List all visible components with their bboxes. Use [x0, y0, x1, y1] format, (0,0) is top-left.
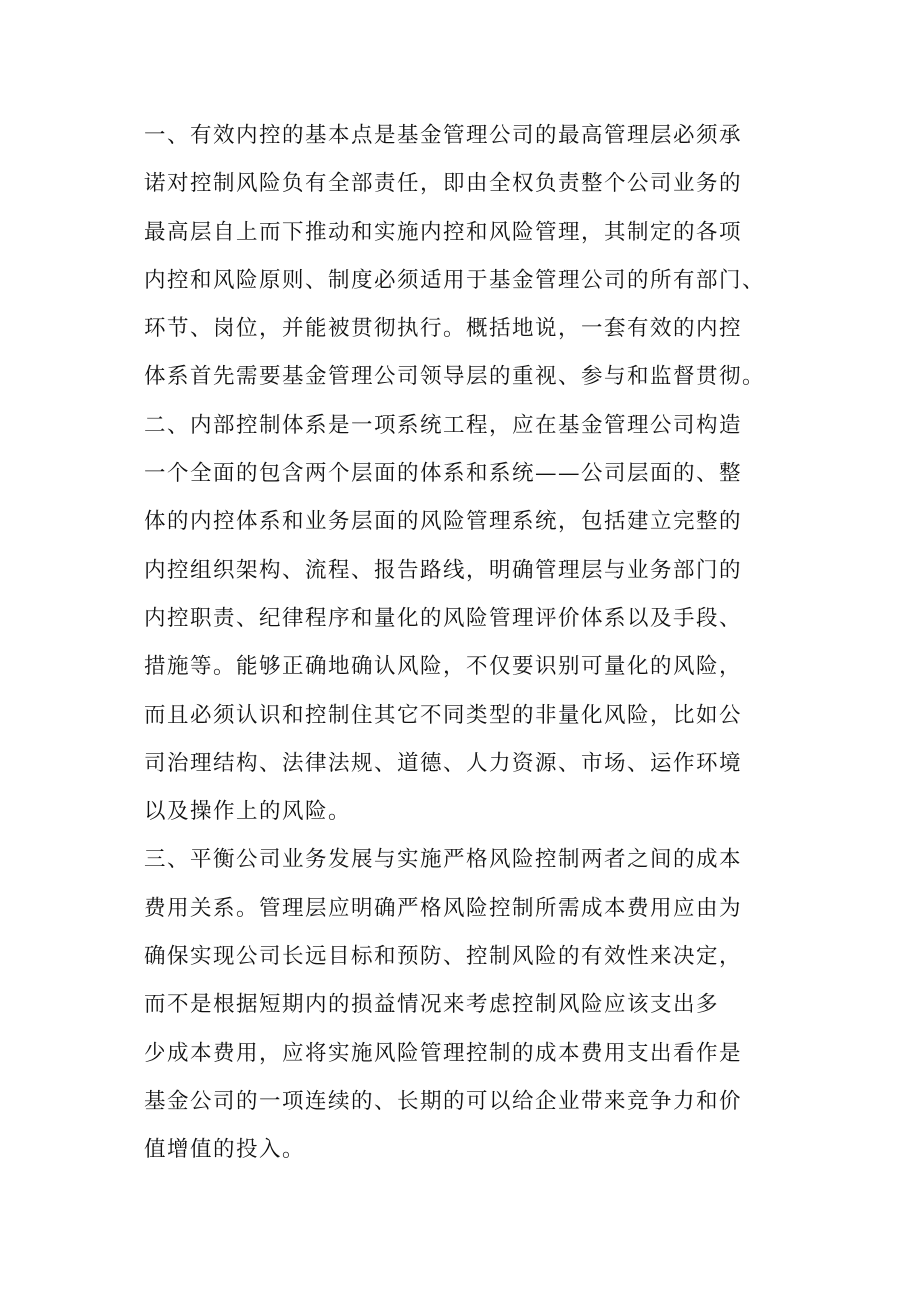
text-line-3: 最高层自上而下推动和实施内控和风险管理，其制定的各项 [144, 219, 743, 245]
text-line-9: 体的内控体系和业务层面的风险管理系统，包括建立完整的 [144, 509, 743, 535]
text-line-13: 而且必须认识和控制住其它不同类型的非量化风险，比如公 [144, 702, 743, 728]
text-line-11: 内控职责、纪律程序和量化的风险管理评价体系以及手段、 [144, 605, 743, 631]
text-line-17: 费用关系。管理层应明确严格风险控制所需成本费用应由为 [144, 895, 743, 921]
text-line-18: 确保实现公司长远目标和预防、控制风险的有效性来决定， [144, 944, 743, 970]
text-line-10: 内控组织架构、流程、报告路线，明确管理层与业务部门的 [144, 557, 743, 583]
text-line-21: 基金公司的一项连续的、长期的可以给企业带来竞争力和价 [144, 1088, 743, 1114]
text-line-2: 诺对控制风险负有全部责任，即由全权负责整个公司业务的 [144, 171, 743, 197]
text-line-5: 环节、岗位，并能被贯彻执行。概括地说，一套有效的内控 [144, 316, 743, 342]
text-line-22: 值增值的投入。 [144, 1137, 306, 1163]
text-line-14: 司治理结构、法律法规、道德、人力资源、市场、运作环境 [144, 750, 743, 776]
text-line-20: 少成本费用，应将实施风险管理控制的成本费用支出看作是 [144, 1040, 743, 1066]
text-line-15: 以及操作上的风险。 [144, 799, 352, 825]
text-line-6: 体系首先需要基金管理公司领导层的重视、参与和监督贯彻。 [144, 364, 766, 390]
text-line-4: 内控和风险原则、制度必须适用于基金管理公司的所有部门、 [144, 267, 766, 293]
text-line-7: 二、内部控制体系是一项系统工程，应在基金管理公司构造 [144, 412, 743, 438]
text-line-12: 措施等。能够正确地确认风险，不仅要识别可量化的风险， [144, 654, 743, 680]
text-line-16: 三、平衡公司业务发展与实施严格风险控制两者之间的成本 [144, 847, 743, 873]
document-body [144, 112, 804, 1175]
text-line-1: 一、有效内控的基本点是基金管理公司的最高管理层必须承 [144, 123, 743, 148]
text-line-19: 而不是根据短期内的损益情况来考虑控制风险应该支出多 [144, 992, 720, 1018]
text-line-8: 一个全面的包含两个层面的体系和系统——公司层面的、整 [144, 461, 743, 487]
